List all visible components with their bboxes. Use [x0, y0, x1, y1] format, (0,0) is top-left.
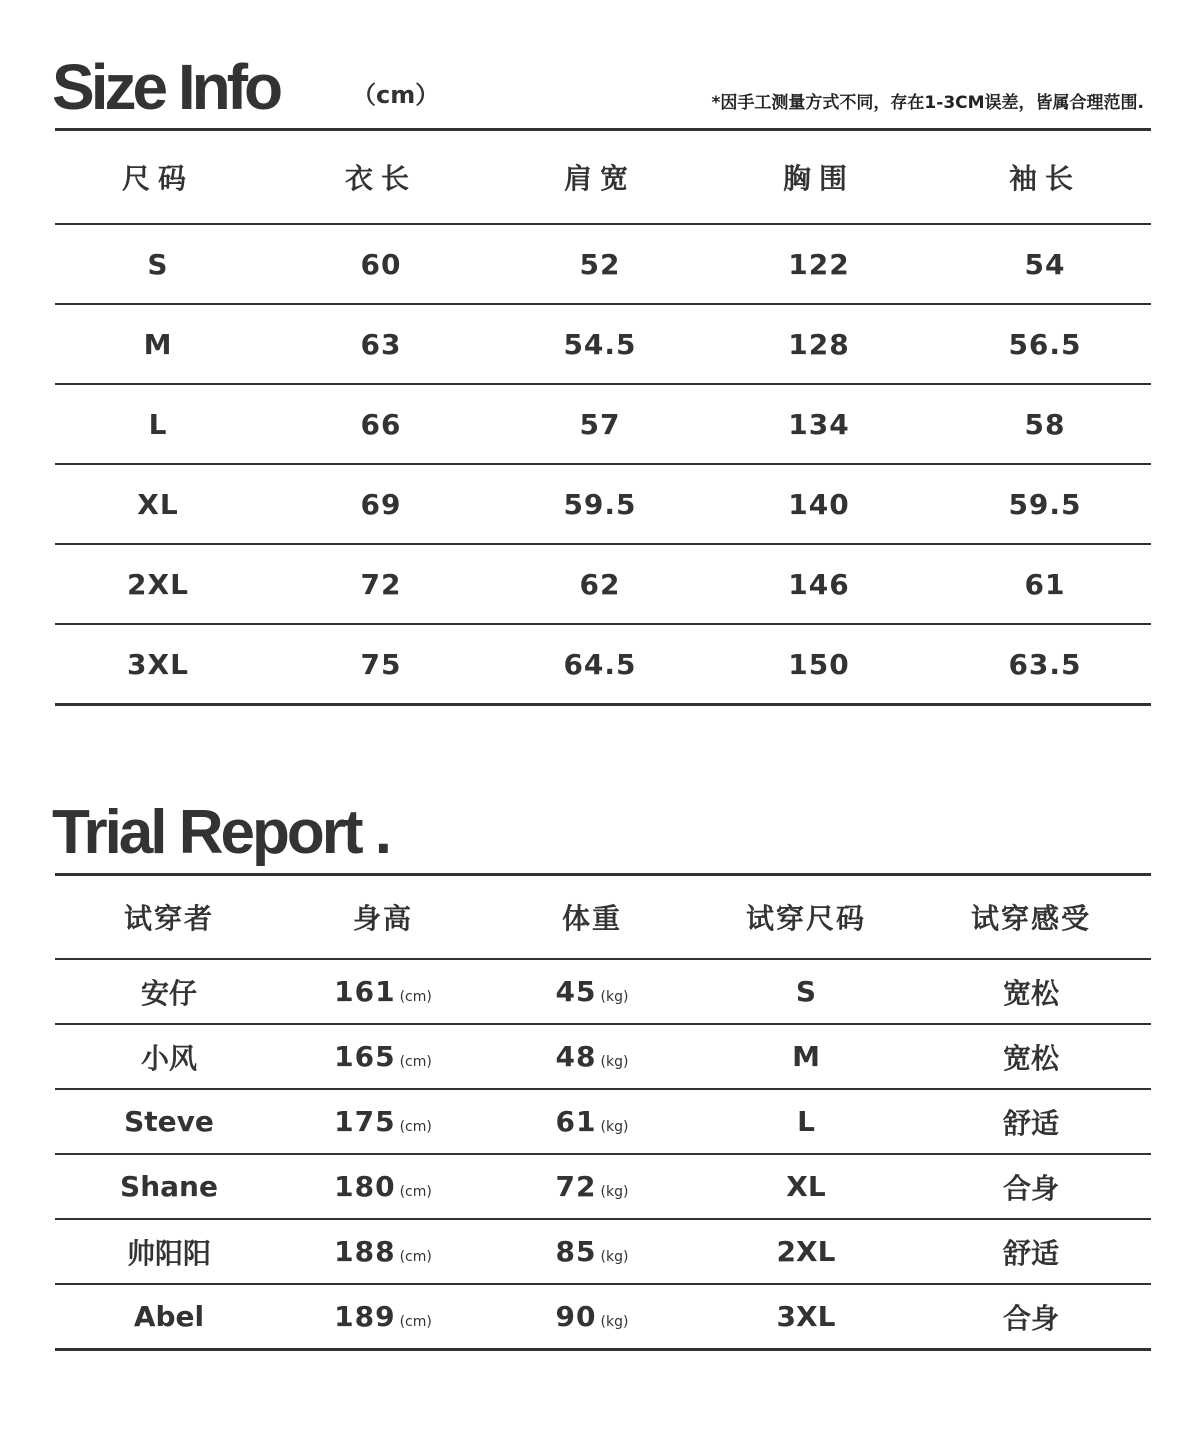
size-info-unit: （cm）	[352, 81, 440, 109]
height-unit: (cm)	[399, 1249, 432, 1265]
cell-height	[283, 1154, 483, 1219]
cell-size: S	[55, 224, 261, 304]
cell-length: 63	[261, 304, 501, 384]
header-chest: 胸围	[699, 130, 939, 225]
cell-height	[283, 1024, 483, 1089]
cell-sleeve: 61	[939, 544, 1151, 624]
table-row	[55, 304, 1151, 384]
cell-shoulder: 59.5	[501, 464, 699, 544]
table-row	[55, 624, 1151, 705]
cell-trial-feel: 宽松	[911, 1024, 1151, 1089]
cell-size: XL	[55, 464, 261, 544]
height-value: 165	[334, 1040, 396, 1073]
cell-chest: 150	[788, 647, 850, 681]
weight-unit: (kg)	[600, 989, 629, 1005]
cell-sleeve: 63.5	[1008, 647, 1082, 681]
cell-size: 3XL	[127, 647, 189, 681]
height-unit: (cm)	[399, 1054, 432, 1070]
height-value: 161	[334, 975, 396, 1008]
table-row	[55, 1219, 1151, 1284]
cell-sleeve: 54	[939, 224, 1151, 304]
trial-report-title: Trial Report .	[52, 798, 389, 867]
cell-shoulder: 57	[501, 384, 699, 464]
weight-unit: (kg)	[600, 1119, 629, 1135]
cell-weight	[483, 1219, 701, 1284]
cell-trial-feel: 舒适	[911, 1089, 1151, 1154]
table-row	[55, 1089, 1151, 1154]
cell-weight	[483, 1284, 701, 1350]
header-size: 尺码	[55, 130, 261, 225]
cell-shoulder: 64.5	[563, 647, 637, 681]
cell-trial-feel: 宽松	[911, 959, 1151, 1024]
cell-length: 66	[261, 384, 501, 464]
cell-weight	[483, 959, 701, 1024]
height-value: 189	[334, 1300, 396, 1333]
weight-unit: (kg)	[600, 1184, 629, 1200]
height-unit: (cm)	[399, 1119, 432, 1135]
table-row	[55, 1284, 1151, 1350]
table-row	[55, 544, 1151, 624]
cell-chest: 122	[699, 224, 939, 304]
cell-trial-feel: 舒适	[911, 1219, 1151, 1284]
cell-shoulder: 54.5	[501, 304, 699, 384]
trial-table	[55, 873, 1151, 1351]
cell-tester: Abel	[133, 1300, 205, 1333]
weight-value: 85	[555, 1235, 597, 1268]
cell-size: L	[55, 384, 261, 464]
header-length: 衣长	[261, 130, 501, 225]
trial-table-body	[55, 959, 1151, 1350]
size-info-title: Size Info	[52, 51, 280, 123]
weight-value: 48	[555, 1040, 597, 1073]
cell-tester: 小风	[55, 1024, 283, 1089]
cell-weight	[483, 1089, 701, 1154]
header-tester: 试穿者	[55, 875, 283, 960]
size-table	[55, 128, 1151, 706]
measurement-note: *因手工测量方式不同，存在1-3CM误差，皆属合理范围.	[711, 93, 1144, 113]
table-row	[55, 1024, 1151, 1089]
height-value: 180	[334, 1170, 396, 1203]
trial-table-header-row	[55, 875, 1151, 960]
cell-tester: Steve	[55, 1089, 283, 1154]
header-shoulder: 肩宽	[501, 130, 699, 225]
height-value: 188	[334, 1235, 396, 1268]
table-row	[55, 384, 1151, 464]
cell-chest: 146	[699, 544, 939, 624]
cell-weight	[483, 1154, 701, 1219]
cell-trial-size: L	[701, 1089, 911, 1154]
cell-length: 75	[360, 647, 402, 681]
cell-height	[283, 1089, 483, 1154]
cell-height	[283, 959, 483, 1024]
cell-tester: 帅阳阳	[55, 1219, 283, 1284]
cell-shoulder: 62	[501, 544, 699, 624]
header-trial-feel: 试穿感受	[911, 875, 1151, 960]
size-table-body	[55, 224, 1151, 705]
cell-trial-size: S	[701, 959, 911, 1024]
weight-value: 45	[555, 975, 597, 1008]
height-unit: (cm)	[399, 1314, 432, 1330]
cell-trial-size: 2XL	[701, 1219, 911, 1284]
header-height: 身高	[283, 875, 483, 960]
cell-height	[283, 1284, 483, 1350]
header-weight: 体重	[483, 875, 701, 960]
cell-trial-size: XL	[701, 1154, 911, 1219]
table-row	[55, 1154, 1151, 1219]
cell-sleeve: 56.5	[939, 304, 1151, 384]
cell-chest: 140	[699, 464, 939, 544]
cell-trial-size: M	[701, 1024, 911, 1089]
height-unit: (cm)	[399, 1184, 432, 1200]
size-info-header	[52, 52, 1150, 122]
height-unit: (cm)	[399, 989, 432, 1005]
cell-sleeve: 58	[939, 384, 1151, 464]
table-row	[55, 464, 1151, 544]
height-value: 175	[334, 1105, 396, 1138]
size-table-header-row	[55, 130, 1151, 225]
cell-chest: 128	[699, 304, 939, 384]
cell-trial-size: 3XL	[776, 1300, 836, 1333]
cell-size: 2XL	[55, 544, 261, 624]
table-row	[55, 959, 1151, 1024]
cell-tester: 安仔	[55, 959, 283, 1024]
cell-tester: Shane	[55, 1154, 283, 1219]
cell-shoulder: 52	[501, 224, 699, 304]
weight-value: 72	[555, 1170, 597, 1203]
header-sleeve: 袖长	[939, 130, 1151, 225]
cell-length: 69	[261, 464, 501, 544]
weight-unit: (kg)	[600, 1054, 629, 1070]
weight-value: 90	[555, 1300, 597, 1333]
cell-height	[283, 1219, 483, 1284]
cell-weight	[483, 1024, 701, 1089]
cell-size: M	[55, 304, 261, 384]
weight-unit: (kg)	[600, 1314, 629, 1330]
weight-unit: (kg)	[600, 1249, 629, 1265]
cell-length: 72	[261, 544, 501, 624]
cell-trial-feel: 合身	[911, 1154, 1151, 1219]
weight-value: 61	[555, 1105, 597, 1138]
table-row	[55, 224, 1151, 304]
cell-length: 60	[261, 224, 501, 304]
cell-chest: 134	[699, 384, 939, 464]
header-trial-size: 试穿尺码	[701, 875, 911, 960]
cell-trial-feel: 合身	[1002, 1301, 1059, 1335]
cell-sleeve: 59.5	[939, 464, 1151, 544]
